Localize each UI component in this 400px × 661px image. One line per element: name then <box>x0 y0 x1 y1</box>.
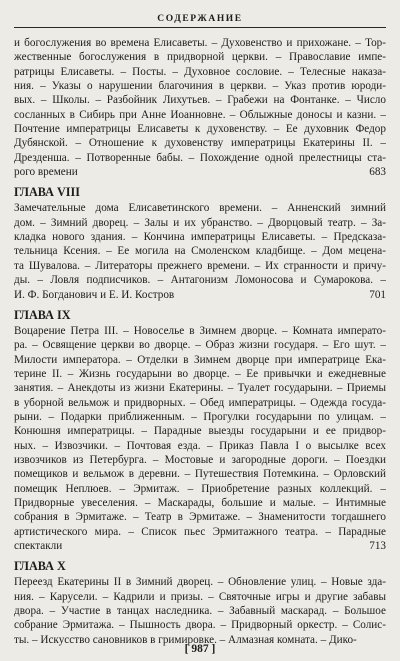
chapter-heading: ГЛАВА X <box>14 559 66 574</box>
toc-line: собрание Эрмитажа. – Пышность двора. – Придворный оркестр. – Солис- <box>14 619 386 632</box>
running-head: СОДЕРЖАНИЕ <box>157 14 243 24</box>
toc-line: в уборной вельмож и придворных. – Обед императрицы. – Одежда госуда- <box>14 396 386 409</box>
toc-entry-last-line <box>14 539 386 553</box>
page-number: [ 987 ] <box>184 643 216 655</box>
toc-line: и богослужения во времена Елисаветы. – Духовенство и прихожане. – Тор- <box>14 37 386 49</box>
toc-line: рого времени <box>14 166 78 179</box>
toc-line: ды. – Ловля подписчиков. – Антагонизм Ломоносова и Сумарокова. – <box>14 274 386 287</box>
toc-line: ра. – Освящение церкви во дворце. – Образ жизни государя. – Его шут. – <box>14 339 386 352</box>
toc-line: Дрезденша. – Потворенные бабы. – Похождение одной прелестницы ста- <box>14 151 386 164</box>
toc-line: ных. – Извозчики. – Почтовая езда. – Приказ Павла I о высылке всех <box>14 439 386 452</box>
toc-line: жественные богослужения в придворной церкви. – Православие импе- <box>14 51 386 64</box>
chapter-heading: ГЛАВА IX <box>14 307 71 322</box>
toc-line: собрания в Эрмитаже. – Театр в Эрмитаже. – Знаменитости тогдашнего <box>14 511 386 524</box>
page-reference: 713 <box>369 540 386 552</box>
toc-section <box>14 36 386 179</box>
toc-line: Почтение императрицы Елисаветы к духовенству. – Ее духовник Федор <box>14 123 386 136</box>
toc-entry-text <box>14 575 386 647</box>
toc-line: двора. – Участие в танцах наследника. – Забавный маскарад. – Большое <box>14 605 386 618</box>
toc-entry-text <box>14 324 386 539</box>
chapter-heading: ГЛАВА VIII <box>14 185 81 200</box>
toc-line: вых. – Школы. – Разбойник Лихутьев. – Грабежи на Фонтанке. – Число <box>14 94 386 107</box>
toc-line: ты. – Искусство сановников в гримировке. – Алмазная комната. – Дико- <box>14 633 357 646</box>
toc-entry-last-line <box>14 165 386 179</box>
toc-line: помещиков и вельмож в деревни. – Путешествия Потемкина. – Орловский <box>14 468 386 481</box>
toc-line: ния. – Указы о нарушении благочиния в церкви. – Указ против юроди- <box>14 80 386 93</box>
toc-line: ния. – Карусели. – Кадрили и призы. – Святочные игры и другие забавы <box>14 590 386 603</box>
toc-line: занятия. – Анекдоты из жизни Екатерины. – Туалет государыни. – Приемы <box>14 382 386 395</box>
toc-line: Конюшня императрицы. – Парадные выезды государыни и ее придвор- <box>14 425 386 438</box>
toc-line: помещик Неплюев. – Эрмитаж. – Приобретение разных коллекций. – <box>14 482 386 495</box>
toc-line: ратрицы Елисаветы. – Посты. – Духовное сословие. – Телесные наказа- <box>14 65 386 78</box>
toc-line: И. Ф. Богданович и Е. И. Костров <box>14 288 175 301</box>
toc-line: спектакли <box>14 540 63 552</box>
toc-entry-last-line <box>14 288 386 302</box>
header-rule <box>14 27 386 28</box>
toc-line: Милости императора. – Отделки в Зимнем дворце при императрице Ека- <box>14 353 386 366</box>
toc-line: та Шувалова. – Литераторы прежнего времени. – Их странности и причу- <box>14 259 386 272</box>
toc-line: терине II. – Жизнь государыни во дворце. – Ее привычки и ежедневные <box>14 367 386 380</box>
toc-line: артистического мира. – Список пьес Эрмитажного театра. – Парадные <box>14 525 386 538</box>
toc-entry-text <box>14 201 386 287</box>
toc-line: рыни. – Подарки приближенным. – Прогулки государыни по улицам. – <box>14 410 386 423</box>
toc-entry-text <box>14 36 386 165</box>
toc-line: кладка нового здания. – Кончина императрицы Елисаветы. – Предсказа- <box>14 231 386 244</box>
toc-line: сосланных в Сибирь при Анне Иоанновне. – Облыжные доносы и казни. – <box>14 108 386 121</box>
toc-line: Дубянской. – Отношение к духовенству императрицы Екатерины II. – <box>14 137 386 150</box>
page-reference: 683 <box>369 166 386 179</box>
table-of-contents <box>14 36 386 647</box>
toc-section <box>14 559 386 647</box>
toc-line: тельница Ксения. – Ее могила на Смоленском кладбище. – Дом мецена- <box>14 245 386 258</box>
toc-section <box>14 185 386 301</box>
toc-line: дом. – Зимний дворец. – Залы и их убранство. – Дворцовый театр. – За- <box>14 216 386 229</box>
toc-line: Замечательные дома Елисаветинского времени. – Анненский зимний <box>14 202 386 215</box>
toc-line: Переезд Екатерины II в Зимний дворец. – Обновление улиц. – Новые зда- <box>14 576 386 589</box>
toc-line: извозчиков из Петербурга. – Мостовые и загородные дороги. – Поездки <box>14 453 386 466</box>
toc-line: Придворные увеселения. – Маскарады, большие и малые. – Интимные <box>14 496 386 509</box>
page-reference: 701 <box>369 288 386 301</box>
toc-section <box>14 308 386 554</box>
toc-line: Воцарение Петра III. – Новоселье в Зимнем дворце. – Комната императо- <box>14 324 386 337</box>
